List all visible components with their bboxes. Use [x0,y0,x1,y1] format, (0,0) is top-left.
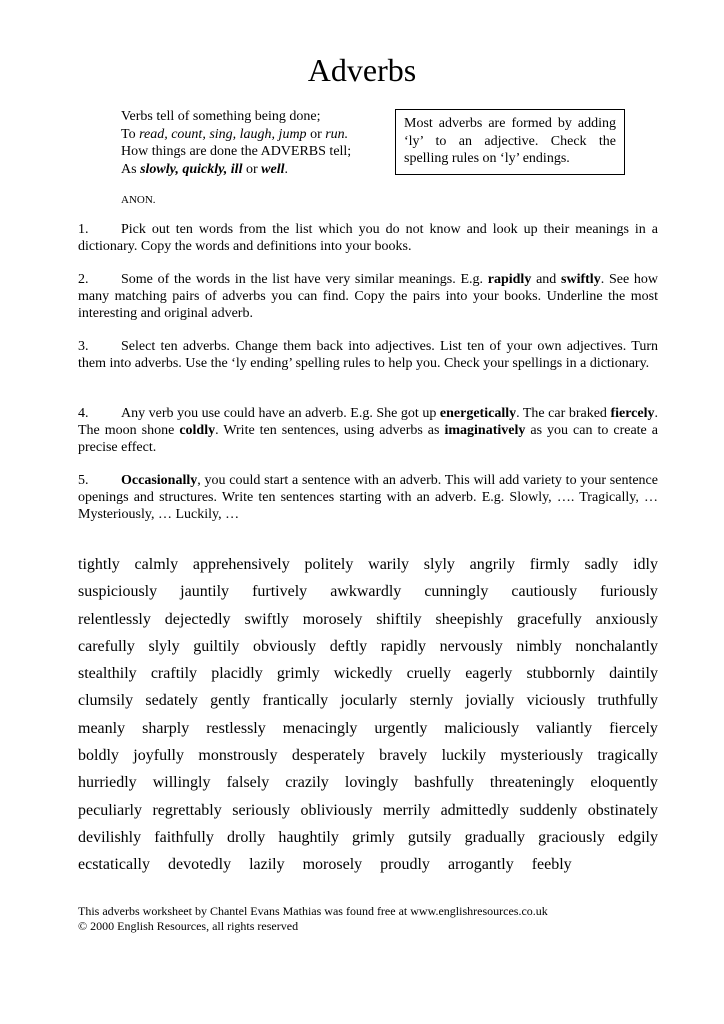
word-item: meanly [78,719,126,737]
word-item: slyly [148,637,180,655]
task-text: Some of the words in the list have very similar meanings. E.g. [121,272,488,287]
word-item: obliviously [300,801,373,819]
word-item: gradually [464,828,525,846]
task-1 [78,221,658,255]
word-item: lovingly [344,774,399,792]
word-item: anxiously [595,610,658,628]
word-item: willingly [152,774,211,792]
word-item: tightly [78,556,120,573]
word-item: cruelly [406,665,452,683]
word-item: morosely [302,856,363,874]
word-item: idly [633,556,658,573]
word-item: haughtily [278,828,339,846]
word-item: cautiously [511,583,578,601]
word-row [78,636,658,663]
word-row [78,772,658,799]
footer [78,904,548,933]
task-number: 2. [78,272,89,287]
word-item: stubbornly [526,665,595,683]
word-item: sternly [409,692,454,710]
word-item: morosely [302,610,363,628]
word-item: sharply [142,719,190,737]
word-item: nonchalantly [575,637,658,655]
word-item: cunningly [424,583,489,601]
footer-copyright: © 2000 English Resources, all rights reserved [78,918,299,933]
poem-text: . [284,161,288,177]
word-item: gracefully [516,610,582,628]
word-item: monstrously [198,747,278,765]
word-item: graciously [538,828,605,846]
word-item: truthfully [597,692,658,710]
word-item: faithfully [154,828,214,846]
poem-text: As [121,161,141,177]
word-row [78,718,658,745]
word-item: clumsily [78,692,134,710]
word-item: crazily [285,774,329,792]
task-bold-word: swiftly [561,272,601,287]
task-number: 5. [78,473,89,488]
page-title: Adverbs [307,52,417,88]
word-item: mysteriously [500,747,584,765]
word-item: guiltily [193,637,240,655]
word-item: sheepishly [435,610,504,628]
task-text: . The car braked [516,406,611,421]
word-item: arrogantly [447,856,514,874]
word-item: suspiciously [78,583,158,601]
word-item: grimly [276,665,320,683]
word-item: angrily [469,556,515,573]
word-item: restlessly [206,719,266,737]
word-item: fiercely [609,719,658,737]
word-item: rapidly [380,637,427,655]
word-item: sedately [145,692,198,710]
word-item: calmly [134,556,179,573]
poem-line-1: Verbs tell of something being done; [121,109,321,124]
task-text: Any verb you use could have an adverb. E.g. She got up [121,406,440,421]
word-item: desperately [291,747,365,765]
word-item: viciously [526,692,586,710]
word-item: obviously [253,637,317,655]
poem-verb-run: run. [325,126,349,142]
word-item: furtively [252,583,308,601]
poem-line-2 [121,126,351,144]
word-item: deftly [329,637,368,655]
word-item: gently [210,692,251,710]
footer-credit: This adverbs worksheet by Chantel Evans Mathias was found free at www.englishresources.co.uk [78,904,548,918]
word-item: urgently [374,719,428,737]
task-text: . Write ten sentences, using adverbs as [215,423,445,438]
task-2 [78,271,658,322]
task-bold-word: coldly [179,423,216,438]
word-item: placidly [211,665,263,683]
word-item: apprehensively [192,556,290,573]
word-item: nimbly [516,637,562,655]
task-text: . The moon shone [78,406,658,438]
word-item: politely [304,556,354,573]
poem-adverbs: slowly, quickly, ill [140,161,243,177]
poem-line-4 [121,161,351,179]
poem-text: or [242,161,262,177]
word-item: bravely [379,747,428,765]
adverb-word-list [78,554,658,882]
word-item: shiftily [376,610,422,628]
word-row [78,854,658,881]
word-item: devotedly [167,856,232,874]
word-item: relentlessly [78,610,151,628]
word-item: eagerly [465,665,513,683]
word-item: eloquently [590,774,658,792]
word-item: ecstatically [78,856,150,874]
task-bold-word: fiercely [610,406,655,421]
word-item: suddenly [519,801,578,819]
task-text: . See how many matching pairs of adverbs you can find. Copy the pairs into your books. Underline the most interesting and original adverb. [78,272,659,321]
task-text: Select ten adverbs. Change them back into adjectives. List ten of your own adjectives. Turn them into adverbs. Use the ‘ly ending’ spelling rules to help you. Check your spellings in a dictionary. [78,339,658,371]
poem-line-3: How things are done the ADVERBS tell; [121,144,352,159]
word-item: menacingly [282,719,358,737]
task-5 [78,472,658,523]
word-item: bashfully [414,774,474,792]
word-item: joyfully [133,747,184,765]
word-item: obstinately [587,801,658,819]
task-text: as you can to create a precise effect. [78,423,658,455]
word-item: threateningly [489,774,575,792]
word-item: craftily [150,665,198,683]
word-item: admittedly [440,801,510,819]
task-text: and [531,272,562,287]
word-item: stealthily [78,665,137,683]
poem-adverb-well: well [261,161,285,177]
word-row [78,554,658,581]
word-item: valiantly [536,719,593,737]
word-item: dejectedly [164,610,231,628]
poem-text: or [306,126,326,142]
word-item: falsely [226,774,270,792]
poem-author: ANON. [121,194,156,206]
word-item: swiftly [244,610,289,628]
word-item: jovially [465,692,515,710]
word-item: slyly [423,556,455,573]
word-item: firmly [529,556,570,573]
word-row [78,690,658,717]
word-item: edgily [618,828,658,846]
word-item: frantically [262,692,329,710]
poem-text: To [121,126,140,142]
word-row [78,663,658,690]
task-bold-word: imaginatively [444,423,526,438]
word-item: lazily [249,856,285,874]
word-item: maliciously [444,719,520,737]
word-item: regrettably [152,801,222,819]
word-row [78,745,658,772]
word-item: merrily [383,801,431,819]
task-bold-word: energetically [439,406,517,421]
word-item: peculiarly [78,801,142,819]
word-item: tragically [597,747,658,765]
word-item: luckily [441,747,486,765]
word-item: daintily [609,665,658,683]
word-row [78,609,658,636]
task-text: Pick out ten words from the list which you do not know and look up their meanings in a dictionary. Copy the words and definitions into your books. [78,222,658,254]
word-item: gutsily [407,828,452,846]
word-item: seriously [232,801,291,819]
word-item: hurriedly [78,774,137,792]
word-item: feebly [531,856,572,874]
word-row [78,800,658,827]
word-item: jocularly [340,692,398,710]
word-item: devilishly [78,828,142,846]
word-row [78,581,658,608]
word-item: jauntily [180,583,230,601]
task-text: , you could start a sentence with an adverb. This will add variety to your sentence openings and structures. Write ten sentences starting with an adverb. E.g. Slowly, …. Tragically, … Mysteriously, … Luckily, … [78,473,658,522]
word-item: drolly [227,828,266,846]
word-item: wickedly [333,665,393,683]
task-number: 1. [78,222,89,237]
task-bold-word: rapidly [487,272,532,287]
word-item: awkwardly [330,583,402,601]
word-row [78,827,658,854]
word-item: warily [368,556,410,573]
tip-box: Most adverbs are formed by adding ‘ly’ to an adjective. Check the spelling rules on ‘ly’ endings. [395,109,625,175]
task-number: 4. [78,406,89,421]
poem-verbs: read, count, sing, laugh, jump [139,126,307,142]
task-3 [78,338,658,372]
task-number: 3. [78,339,89,354]
word-item: carefully [78,637,135,655]
word-item: boldly [78,747,119,765]
task-bold-word: Occasionally [121,473,198,488]
word-item: grimly [352,828,395,846]
task-4 [78,405,658,456]
word-item: furiously [600,583,658,601]
word-item: nervously [439,637,503,655]
word-item: proudly [380,856,430,874]
poem [121,108,351,178]
word-item: sadly [584,556,619,573]
